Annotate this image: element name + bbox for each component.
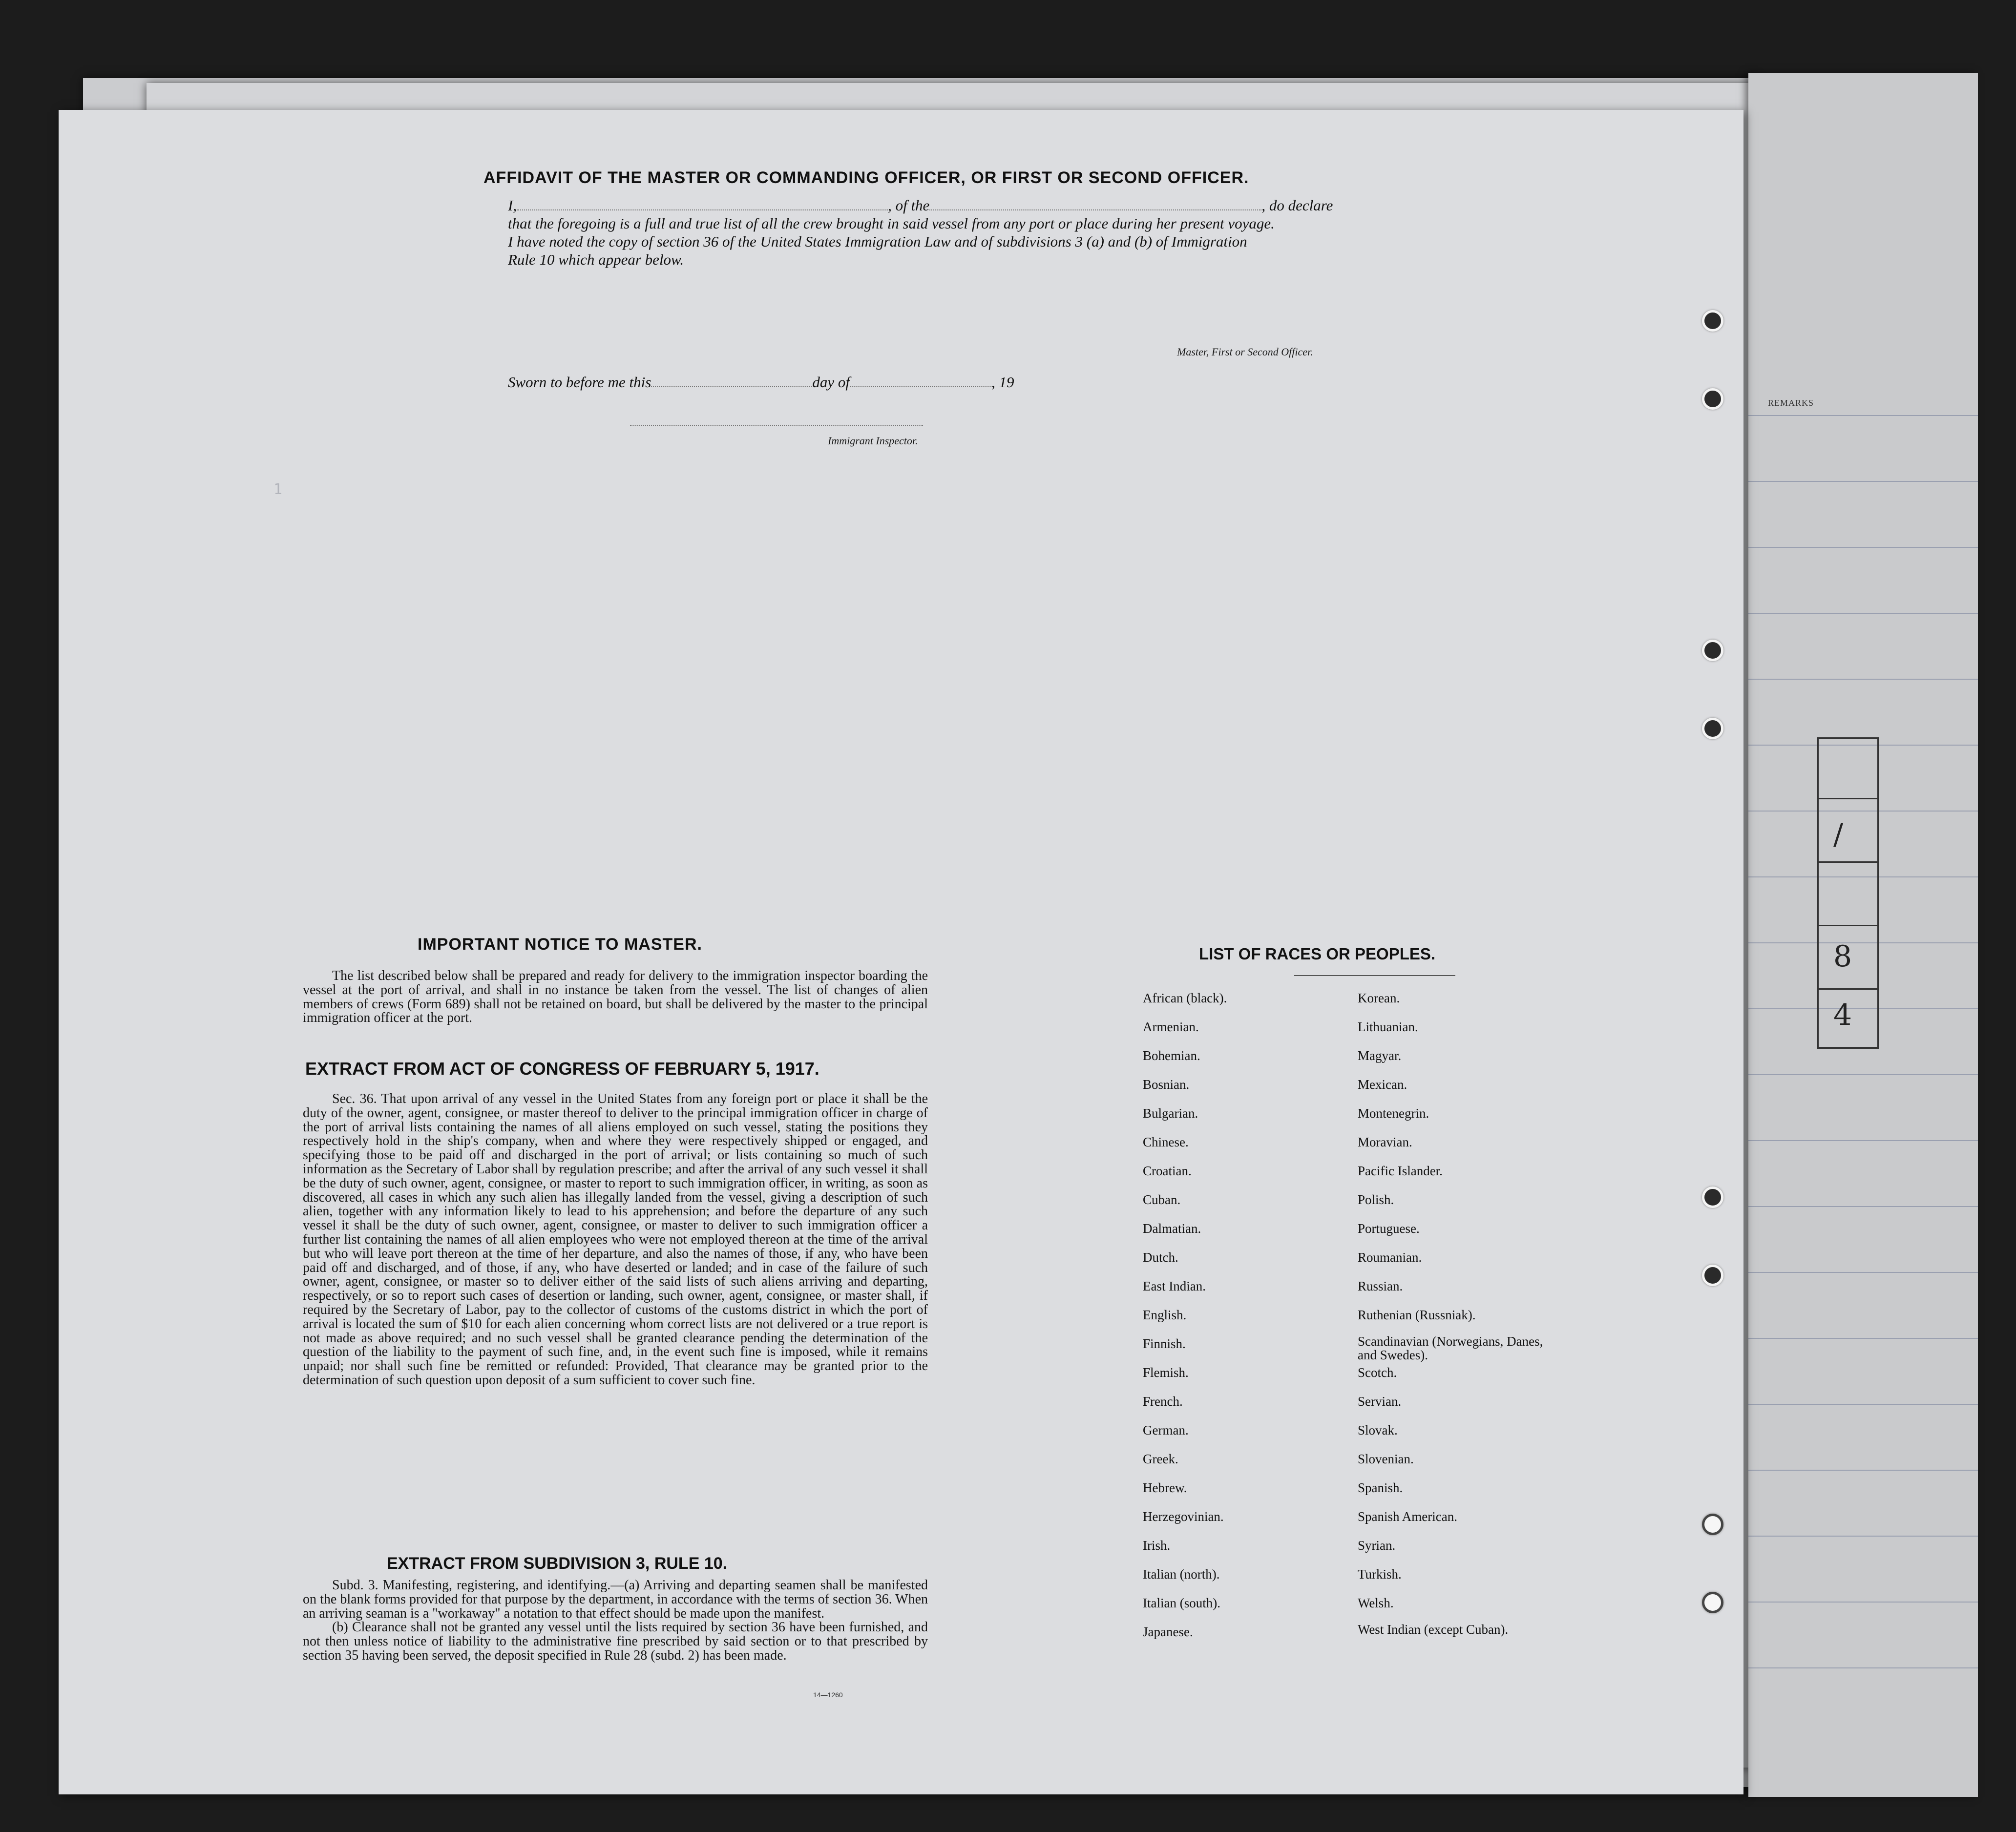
race-item: Cuban. (1143, 1192, 1181, 1207)
race-item: Slovenian. (1358, 1452, 1414, 1466)
race-item: Magyar. (1358, 1048, 1402, 1063)
remarks-label: REMARKS (1768, 398, 1814, 408)
race-item: Pacific Islander. (1358, 1164, 1443, 1178)
race-item: Spanish American. (1358, 1509, 1457, 1524)
race-item: Ruthenian (Russniak). (1358, 1308, 1476, 1322)
race-item: Armenian. (1143, 1020, 1199, 1034)
punch-hole (1702, 1514, 1723, 1535)
race-item: Dutch. (1143, 1250, 1178, 1265)
race-item: Chinese. (1143, 1135, 1189, 1149)
race-item: English. (1143, 1308, 1187, 1322)
race-item: Mexican. (1358, 1077, 1407, 1092)
act-title: EXTRACT FROM ACT OF CONGRESS OF FEBRUARY 5, 1917. (305, 1059, 819, 1079)
race-item: Japanese. (1143, 1624, 1193, 1639)
race-item: Korean. (1358, 991, 1400, 1005)
race-item: Polish. (1358, 1192, 1394, 1207)
race-item: French. (1143, 1394, 1183, 1409)
sworn-line: Sworn to before me this day of , 19 (508, 374, 1014, 391)
race-item: Spanish. (1358, 1480, 1403, 1495)
affidavit-line-2: that the foregoing is a full and true list of all the crew brought in said vessel from any port or place during her present voyage. (508, 215, 1275, 232)
master-signature-label: Master, First or Second Officer. (1177, 346, 1313, 358)
punch-hole (1702, 640, 1723, 661)
race-item: Montenegrin. (1358, 1106, 1429, 1121)
ledger-box: / 8 4 (1817, 737, 1879, 1049)
race-item: Irish. (1143, 1538, 1171, 1553)
races-right-column (1358, 984, 1543, 1646)
punch-hole (1702, 1265, 1723, 1286)
race-item: Bohemian. (1143, 1048, 1200, 1063)
race-item: Welsh. (1358, 1596, 1394, 1610)
race-item: Bulgarian. (1143, 1106, 1198, 1121)
punch-hole (1702, 1187, 1723, 1208)
punch-hole (1702, 310, 1723, 332)
race-item: Greek. (1143, 1452, 1178, 1466)
race-item: Servian. (1358, 1394, 1402, 1409)
race-item: African (black). (1143, 991, 1227, 1005)
race-item: Turkish. (1358, 1567, 1402, 1582)
race-item: Scotch. (1358, 1365, 1397, 1380)
race-item: Portuguese. (1358, 1221, 1420, 1236)
race-item: Finnish. (1143, 1336, 1186, 1351)
affidavit-page: 1 AFFIDAVIT OF THE MASTER OR COMMANDING OFFICER, OR FIRST OR SECOND OFFICER. I, , of the , do declare that the foregoing is a full and true list of all the crew brought in said vessel from any port or place during her present voyage. I have noted the copy of section 36 of the United States Immigration Law and of subdivisions 3 (a) and (b) of Immigration Rule 10 which appear below. Master, First or Second Officer. Sworn to before me this day of , 19 Immigrant Inspector. IMPORTANT NOTICE TO MASTER. The list described below shall be prepared and ready for delivery to the immigration inspector boarding the vessel at the port of arrival, and shall in no instance be taken from the vessel. The list of changes of alien members of crews (Form 689) shall not be retained on board, but shall be delivered by the master to the principal immigration officer at the port. EXTRACT FROM ACT OF CONGRESS OF FEBRUARY 5, 1917. Sec. 36. That upon arrival of any vessel in the United States from any foreign port or place it shall be the duty of the owner, agent, consignee, or master thereof to deliver to the principal immigration officer in charge of the port of arrival lists containing the names of all aliens employed on such vessel, stating the positions they respectively hold in the ship's company, when and where they were respectively shipped or engaged, and specifying those to be paid off and discharged in the port of arrival; or lists containing so much of such information as the Secretary of Labor shall by regulation prescribe; and after the arrival of any such vessel it shall be the duty of such owner, agent, consignee, or master to report to such immigration officer, in writing, as soon as discovered, all cases in which any such alien has illegally landed from the vessel, giving a description of such alien, together with any information likely to lead to his apprehension; and before the departure of any such vessel it shall be the duty of such owner, agent, consignee, or master to deliver to such immigration officer a further list containing the names of all alien employees who were not employed thereon at the time of the arrival but who will leave port thereon at the time of her departure, and also the names of those, if any, who have been paid off and discharged, and of those, if any, who have deserted or landed; and in case of the failure of such owner, agent, consignee, or master so to deliver either of the said lists of such aliens arriving and departing, respectively, or so to report such cases of desertion or landing, such owner, agent, consignee, or master shall, if required by the Secretary of Labor, pay to the collector of customs of the customs district in which the port of arrival is located the sum of $10 for each alien concerning whom correct lists are not delivered or a true report is not made as above required; and no such vessel shall be granted clearance pending the determination of the question of the liability to the payment of such fine, and, in the event such fine is imposed, while it remains unpaid; nor shall such fine be remitted or refunded: Provided, That clearance may be granted prior to the determination of such question upon deposit of a sum sufficient to cover such fine. EXTRACT FROM SUBDIVISION 3, RULE 10. Subd. 3. Manifesting, registering, and identifying.—(a) Arriving and departing seamen shall be manifested on the blank forms provided for that purpose by the department, in accordance with the terms of section 36. When an arriving seaman is a "workaway" a notation to that effect should be made upon the manifest. (b) Clearance shall not be granted any vessel until the lists required by section 36 have been furnished, and not then unless notice of liability to the administrative fine prescribed by said section or to that prescribed by section 35 having been served, the deposit specified in Rule 28 (subd. 2) has been made. 14—1260 LIST OF RACES OR PEOPLES. African (black). Armenian. Bohemian. Bosnian. Bulgarian. Chinese. Croatian. Cuban. Dalmatian. Dutch. East Indian. English. Finnish. Flemish. French. German. Greek. Hebrew. Herzegovinian. Irish. Italian (north). Italian (south). Japanese. Korean. Lithuanian. Magyar. Mexican. Montenegrin. Moravian. Pacific Islander. Polish. Portuguese. Roumanian. Russian. Ruthenian (Russniak). Scandinavian (Norwegians, Danes, and Swedes). Scotch. Servian. Slovak. Slovenian. Spanish. Spanish American. Syrian. Turkish. Welsh. West Indian (except Cuban). (59, 110, 1743, 1794)
punch-hole (1702, 388, 1723, 410)
rule-body: Subd. 3. Manifesting, registering, and identifying.—(a) Arriving and departing seamen shall be manifested on the blank forms provided for that purpose by the department, in accordance with the terms of section 36. When an arriving seaman is a "workaway" a notation to that effect should be made upon the manifest. (b) Clearance shall not be granted any vessel until the lists required by section 36 have been furnished, and not then unless notice of liability to the administrative fine prescribed by said section or to that prescribed by section 35 having been served, the deposit specified in Rule 28 (subd. 2) has been made. (303, 1578, 928, 1663)
race-item: Russian. (1358, 1279, 1403, 1293)
rule-title: EXTRACT FROM SUBDIVISION 3, RULE 10. (387, 1554, 728, 1573)
race-item: Dalmatian. (1143, 1221, 1201, 1236)
race-item: Moravian. (1358, 1135, 1412, 1149)
race-item: Hebrew. (1143, 1480, 1187, 1495)
race-item: East Indian. (1143, 1279, 1206, 1293)
race-item: Italian (north). (1143, 1567, 1220, 1582)
punch-hole (1702, 1592, 1723, 1613)
notice-body: The list described below shall be prepared and ready for delivery to the immigration inspector boarding the vessel at the port of arrival, and shall in no instance be taken from the vessel. The list of changes of alien members of crews (Form 689) shall not be retained on board, but shall be delivered by the master to the principal immigration officer at the port. (303, 968, 928, 1026)
race-item: Flemish. (1143, 1365, 1189, 1380)
act-body: Sec. 36. That upon arrival of any vessel in the United States from any foreign port or place it shall be the duty of the owner, agent, consignee, or master thereof to deliver to the principal immigration officer in charge of the port of arrival lists containing the names of all aliens employed on such vessel, stating the positions they respectively hold in the ship's company, when and where they were respectively shipped or engaged, and specifying those to be paid off and discharged in the port of arrival; or lists containing so much of such information as the Secretary of Labor shall by regulation prescribe; and after the arrival of any such vessel it shall be the duty of such owner, agent, consignee, or master to report to such immigration officer, in writing, as soon as discovered, all cases in which any such alien has illegally landed from the vessel, giving a description of such alien, together with any information likely to lead to his apprehension; and before the departure of any such vessel it shall be the duty of such owner, agent, consignee, or master to deliver to such immigration officer a further list containing the names of all alien employees who were not employed thereon at the time of the arrival but who will leave port thereon at the time of her departure, and also the names of those, if any, who have been paid off and discharged, and of those, if any, who have deserted or landed; and in case of the failure of such owner, agent, consignee, or master so to deliver either of the said lists of such aliens arriving and departing, respectively, or so to report such cases of desertion or landing, such owner, agent, consignee, or master shall, if required by the Secretary of Labor, pay to the collector of customs of the customs district in which the port of arrival is located the sum of $10 for each alien concerning whom correct lists are not delivered or a true report is not made as above required; and no such vessel shall be granted clearance pending the determination of the question of the liability to the payment of such fine, and, in the event such fine is imposed, while it remains unpaid; nor shall such fine be remitted or refunded: Provided, That clearance may be granted prior to the determination of such question upon deposit of a sum sufficient to cover such fine. (303, 1091, 928, 1388)
affidavit-title: AFFIDAVIT OF THE MASTER OR COMMANDING OFFICER, OR FIRST OR SECOND OFFICER. (483, 168, 1249, 187)
race-item: Bosnian. (1143, 1077, 1190, 1092)
punch-hole (1702, 718, 1723, 739)
inspector-label: Immigrant Inspector. (828, 435, 918, 447)
race-item: Syrian. (1358, 1538, 1396, 1553)
races-title: LIST OF RACES OR PEOPLES. (1199, 945, 1436, 963)
race-item: West Indian (except Cuban). (1358, 1622, 1509, 1637)
race-item: German. (1143, 1423, 1189, 1437)
affidavit-line-3: I have noted the copy of section 36 of the United States Immigration Law and of subdivisions 3 (a) and (b) of Immigration (508, 233, 1247, 250)
affidavit-line-4: Rule 10 which appear below. (508, 251, 684, 268)
affidavit-line-1: I, , of the , do declare (508, 197, 1333, 214)
race-item: Italian (south). (1143, 1596, 1220, 1610)
race-item: Scandinavian (Norwegians, Danes, and Swedes). (1358, 1334, 1543, 1362)
race-item: Slovak. (1358, 1423, 1398, 1437)
race-item: Lithuanian. (1358, 1020, 1418, 1034)
notice-title: IMPORTANT NOTICE TO MASTER. (418, 935, 702, 954)
form-number: 14—1260 (813, 1691, 843, 1699)
races-title-rule (1294, 975, 1455, 976)
race-item: Roumanian. (1358, 1250, 1422, 1265)
inspector-signature-line (630, 425, 923, 426)
race-item: Herzegovinian. (1143, 1509, 1224, 1524)
races-left-column (1143, 984, 1227, 1646)
race-item: Croatian. (1143, 1164, 1192, 1178)
